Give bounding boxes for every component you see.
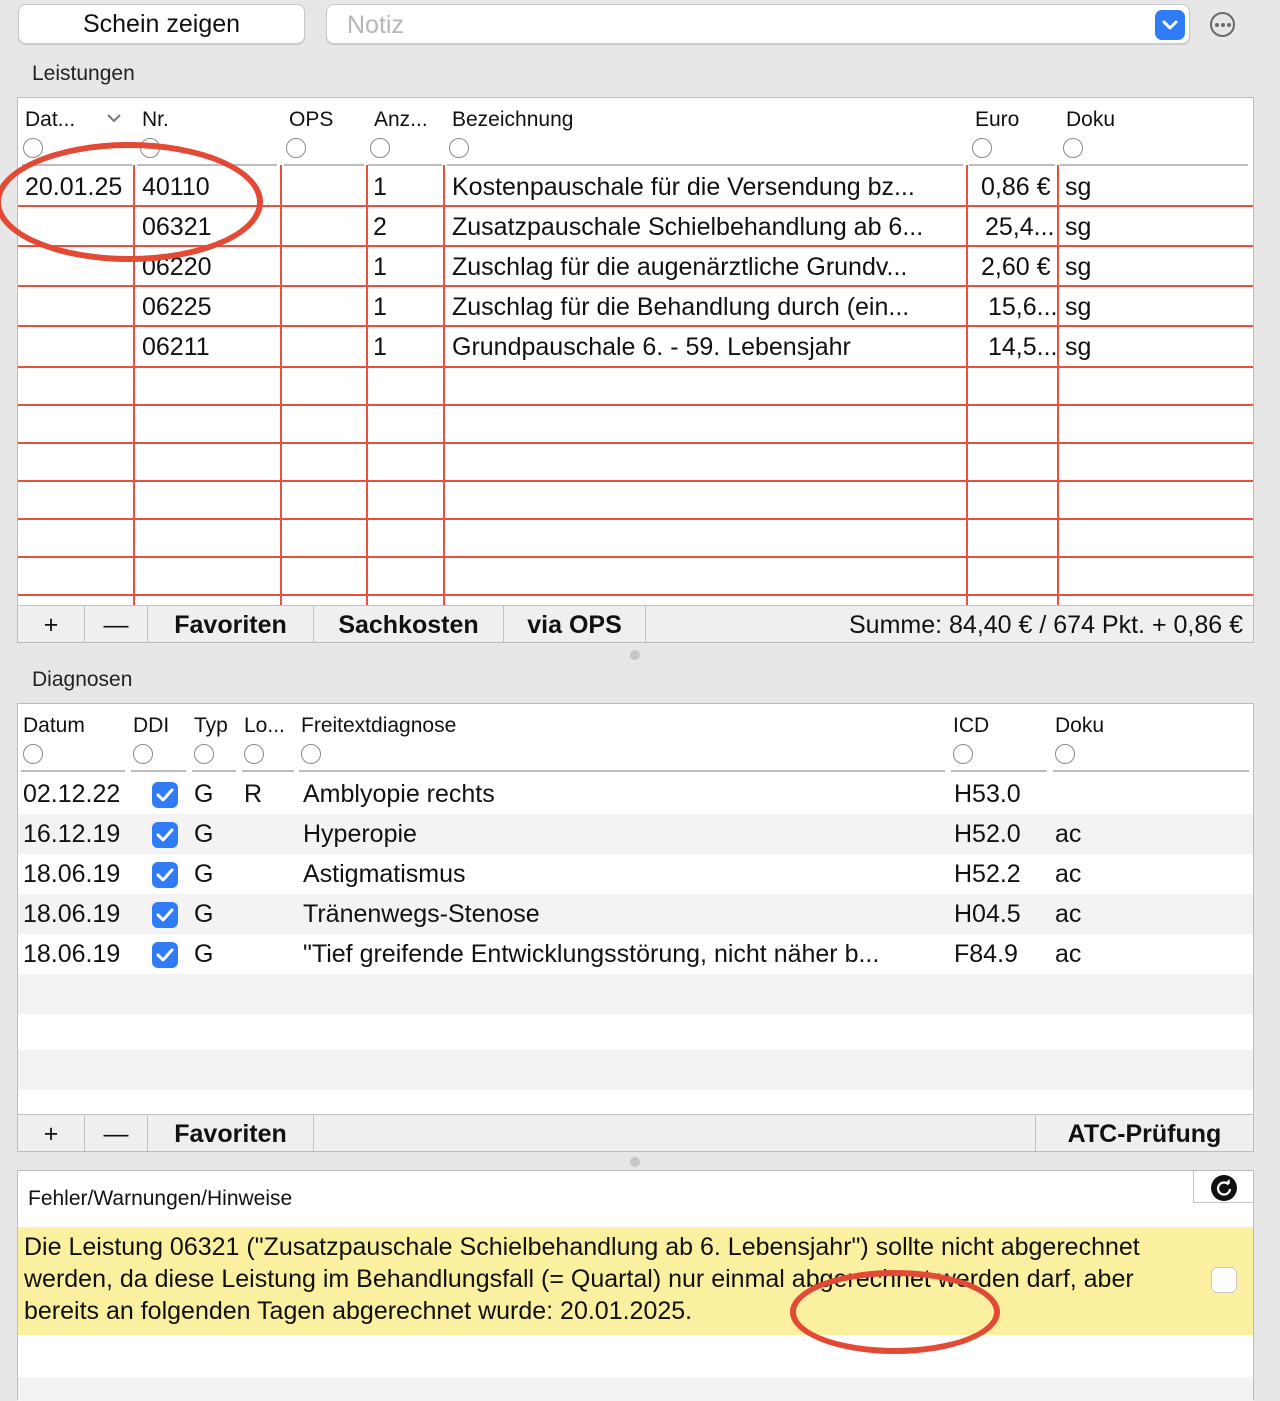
- cell-nr: 06211: [142, 333, 210, 361]
- cell-anz: 1: [373, 173, 387, 201]
- header-separator: [192, 770, 236, 772]
- grid-row-line: [18, 404, 1253, 406]
- cell-bezeichnung: Zuschlag für die Behandlung durch (ein...: [452, 293, 910, 321]
- cell-icd: F84.9: [954, 940, 1018, 968]
- cell-icd: H52.2: [954, 860, 1021, 888]
- cell-anz: 2: [373, 213, 387, 241]
- grid-row-line: [18, 442, 1253, 444]
- col-header-doku[interactable]: Doku: [1055, 714, 1105, 737]
- sort-chevron-icon[interactable]: [106, 112, 122, 124]
- cell-euro: 15,6...: [988, 293, 1057, 321]
- cell-doku: sg: [1065, 213, 1092, 241]
- summe-label: Summe: 84,40 € / 674 Pkt. + 0,86 €: [849, 611, 1243, 639]
- cell-euro: 2,60 €: [981, 253, 1051, 281]
- cell-icd: H04.5: [954, 900, 1021, 928]
- warning-message-row[interactable]: [18, 1227, 1253, 1335]
- header-separator: [969, 164, 1055, 166]
- add-leistung-button[interactable]: +: [18, 606, 85, 642]
- diagnosen-table[interactable]: [17, 703, 1254, 1152]
- header-separator: [131, 770, 186, 772]
- filter-radio-doku[interactable]: [1055, 744, 1075, 764]
- notiz-placeholder: Notiz: [347, 11, 404, 39]
- col-header-typ[interactable]: Typ: [194, 714, 228, 737]
- warnings-panel: [17, 1170, 1254, 1400]
- filter-radio-nr[interactable]: [140, 138, 160, 158]
- grid-row-line: [18, 480, 1253, 482]
- header-separator: [21, 770, 125, 772]
- col-header-euro[interactable]: Euro: [975, 108, 1020, 131]
- cell-icd: H52.0: [954, 820, 1021, 848]
- notiz-combobox[interactable]: [326, 4, 1190, 44]
- ddi-checkbox[interactable]: [152, 782, 178, 808]
- cell-freitextdiagnose: Amblyopie rechts: [303, 780, 495, 808]
- cell-icd: H53.0: [954, 780, 1021, 808]
- empty-row: [18, 1377, 1253, 1401]
- cell-typ: G: [194, 940, 214, 968]
- cell-typ: G: [194, 820, 214, 848]
- filter-radio-typ[interactable]: [194, 744, 214, 764]
- diagnosen-section-label: Diagnosen: [32, 668, 133, 691]
- header-separator: [284, 164, 364, 166]
- warnings-title: Fehler/Warnungen/Hinweise: [28, 1187, 293, 1210]
- cell-freitextdiagnose: Tränenwegs-Stenose: [303, 900, 540, 928]
- cell-doku: ac: [1055, 820, 1082, 848]
- favoriten-button[interactable]: Favoriten: [148, 1115, 314, 1151]
- col-header-datum[interactable]: Dat...: [25, 108, 76, 131]
- filter-radio-bezeichnung[interactable]: [449, 138, 469, 158]
- cell-anz: 1: [373, 293, 387, 321]
- filter-radio-datum[interactable]: [23, 138, 43, 158]
- cell-datum: 16.12.19: [23, 820, 121, 848]
- empty-row: [18, 1337, 1253, 1377]
- warning-message-text: Die Leistung 06321 ("Zusatzpauschale Schielbehandlung ab 6. Lebensjahr") sollte nicht abgerechnet werden, da diese Leistung im Behandlungsfall (= Quartal) nur einmal abgerechnet werden darf, aber bereits an folgenden Tagen abgerechnet wurde: 20.01.2025.: [24, 1233, 1140, 1325]
- header-separator: [22, 164, 132, 166]
- cell-datum: 18.06.19: [23, 860, 121, 888]
- table-row[interactable]: [18, 934, 1253, 974]
- cell-doku: ac: [1055, 940, 1082, 968]
- cell-doku: ac: [1055, 860, 1082, 888]
- refresh-button[interactable]: [1193, 1171, 1253, 1203]
- cell-anz: 1: [373, 253, 387, 281]
- refresh-icon: [1211, 1175, 1237, 1201]
- cell-lokalisation: R: [244, 780, 263, 808]
- header-separator: [299, 770, 945, 772]
- cell-typ: G: [194, 860, 214, 888]
- diagnosen-toolbar: [18, 1114, 1253, 1151]
- col-header-lokalisation[interactable]: Lo...: [244, 714, 285, 737]
- cell-anz: 1: [373, 333, 387, 361]
- cell-bezeichnung: Zusatzpauschale Schielbehandlung ab 6...: [452, 213, 924, 241]
- table-row[interactable]: [18, 774, 1253, 814]
- cell-nr: 06220: [142, 253, 212, 281]
- col-header-icd[interactable]: ICD: [953, 714, 990, 737]
- empty-row: [18, 1012, 1253, 1052]
- cell-typ: G: [194, 900, 214, 928]
- leistungen-toolbar: [18, 605, 1253, 642]
- table-row[interactable]: [18, 287, 1253, 327]
- atc-pruefung-button[interactable]: ATC-Prüfung: [1035, 1115, 1253, 1151]
- header-separator: [242, 770, 294, 772]
- split-handle[interactable]: [630, 1157, 640, 1167]
- empty-row: [18, 1050, 1253, 1090]
- grid-row-line: [18, 518, 1253, 520]
- chevron-down-icon[interactable]: [1155, 10, 1185, 40]
- cell-doku: ac: [1055, 900, 1082, 928]
- add-diagnose-button[interactable]: +: [18, 1115, 85, 1151]
- more-options-icon[interactable]: [1210, 12, 1235, 37]
- cell-nr: 06321: [142, 213, 212, 241]
- table-row[interactable]: [18, 327, 1253, 367]
- cell-typ: G: [194, 780, 214, 808]
- cell-doku: sg: [1065, 333, 1092, 361]
- filter-radio-euro[interactable]: [972, 138, 992, 158]
- header-separator: [951, 770, 1047, 772]
- table-row[interactable]: [18, 167, 1253, 207]
- remove-diagnose-button[interactable]: —: [85, 1115, 148, 1151]
- filter-radio-ops[interactable]: [286, 138, 306, 158]
- cell-euro: 14,5...: [988, 333, 1057, 361]
- cell-euro: 25,4...: [985, 213, 1055, 241]
- cell-doku: sg: [1065, 293, 1092, 321]
- col-header-ddi[interactable]: DDI: [133, 714, 170, 737]
- cell-nr: 06225: [142, 293, 212, 321]
- leistungen-table[interactable]: [17, 97, 1254, 643]
- col-header-nr[interactable]: Nr.: [142, 108, 169, 131]
- col-header-doku[interactable]: Doku: [1066, 108, 1116, 131]
- header-separator: [368, 164, 442, 166]
- via-ops-button[interactable]: via OPS: [504, 606, 646, 642]
- table-row[interactable]: [18, 814, 1253, 854]
- cell-datum: 18.06.19: [23, 900, 121, 928]
- filter-radio-ddi[interactable]: [133, 744, 153, 764]
- table-row[interactable]: [18, 207, 1253, 247]
- ddi-checkbox[interactable]: [152, 942, 178, 968]
- cell-doku: sg: [1065, 253, 1092, 281]
- header-separator: [1060, 164, 1248, 166]
- filter-radio-freitextdiagnose[interactable]: [301, 744, 321, 764]
- filter-radio-anz[interactable]: [370, 138, 390, 158]
- grid-row-line: [18, 594, 1253, 596]
- cell-nr: 40110: [142, 173, 210, 201]
- filter-radio-icd[interactable]: [953, 744, 973, 764]
- cell-freitextdiagnose: "Tief greifende Entwicklungsstörung, nicht näher b...: [303, 940, 880, 968]
- header-separator: [447, 164, 963, 166]
- cell-datum: 02.12.22: [23, 780, 121, 808]
- cell-bezeichnung: Kostenpauschale für die Versendung bz...: [452, 173, 915, 201]
- cell-datum: 18.06.19: [23, 940, 121, 968]
- sachkosten-button[interactable]: Sachkosten: [314, 606, 504, 642]
- favoriten-button[interactable]: Favoriten: [148, 606, 314, 642]
- ddi-checkbox[interactable]: [152, 902, 178, 928]
- cell-euro: 0,86 €: [981, 173, 1051, 201]
- cell-datum: 20.01.25: [25, 173, 123, 201]
- col-header-freitextdiagnose[interactable]: Freitextdiagnose: [301, 714, 457, 737]
- cell-freitextdiagnose: Astigmatismus: [303, 860, 466, 888]
- cell-bezeichnung: Zuschlag für die augenärztliche Grundv...: [452, 253, 908, 281]
- col-header-datum[interactable]: Datum: [23, 714, 85, 737]
- warning-acknowledge-checkbox[interactable]: [1211, 1267, 1237, 1293]
- empty-row: [18, 974, 1253, 1014]
- cell-bezeichnung: Grundpauschale 6. - 59. Lebensjahr: [452, 333, 851, 361]
- grid-row-line: [18, 556, 1253, 558]
- table-row[interactable]: [18, 247, 1253, 287]
- col-header-bezeichnung[interactable]: Bezeichnung: [452, 108, 574, 131]
- ddi-checkbox[interactable]: [152, 822, 178, 848]
- header-separator: [137, 164, 277, 166]
- filter-radio-doku[interactable]: [1063, 138, 1083, 158]
- remove-leistung-button[interactable]: —: [85, 606, 148, 642]
- table-row[interactable]: [18, 894, 1253, 934]
- filter-radio-datum[interactable]: [23, 744, 43, 764]
- ddi-checkbox[interactable]: [152, 862, 178, 888]
- table-row[interactable]: [18, 854, 1253, 894]
- col-header-ops[interactable]: OPS: [289, 108, 334, 131]
- cell-freitextdiagnose: Hyperopie: [303, 820, 417, 848]
- cell-doku: sg: [1065, 173, 1092, 201]
- split-handle[interactable]: [630, 650, 640, 660]
- filter-radio-lokalisation[interactable]: [244, 744, 264, 764]
- schein-zeigen-button[interactable]: Schein zeigen: [18, 4, 305, 44]
- header-separator: [1053, 770, 1249, 772]
- leistungen-section-label: Leistungen: [32, 62, 135, 85]
- col-header-anz[interactable]: Anz...: [374, 108, 428, 131]
